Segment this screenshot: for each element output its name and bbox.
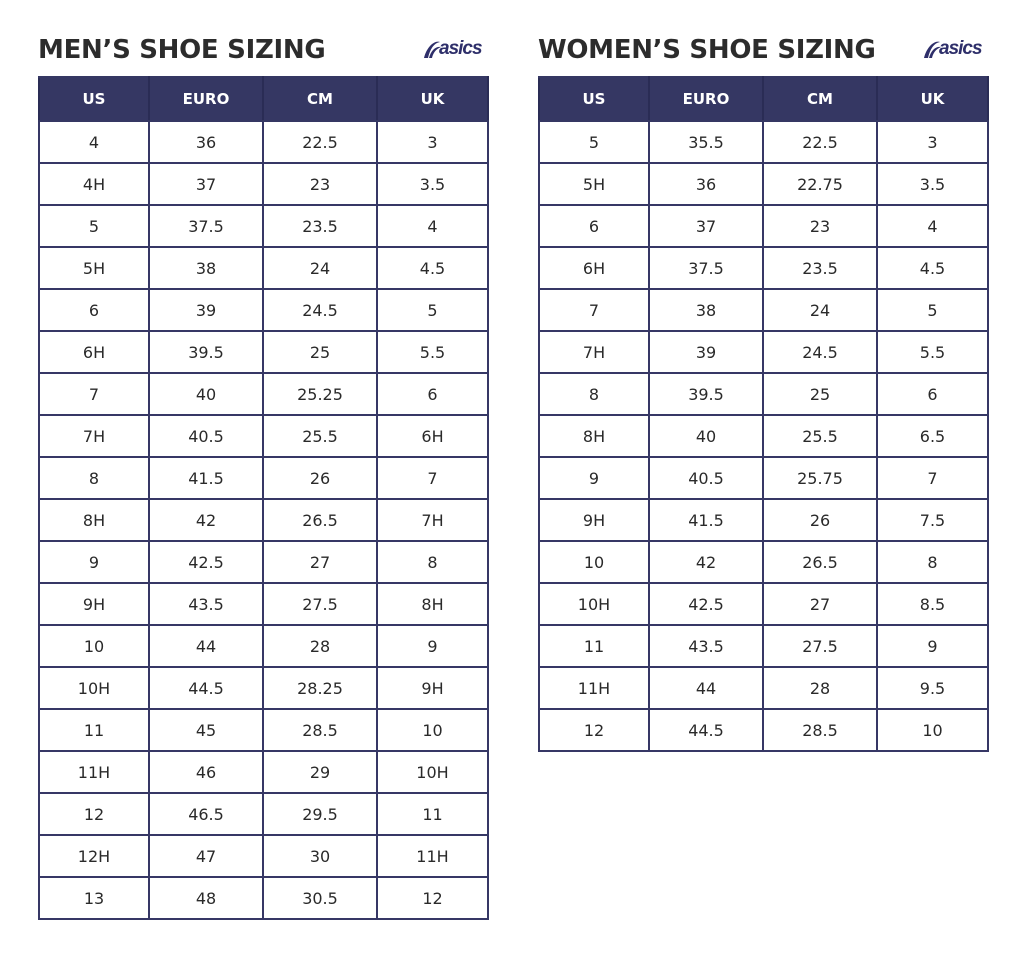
size-cell-uk: 8.5 — [877, 583, 988, 625]
size-cell-uk: 10 — [877, 709, 988, 751]
size-cell-us: 10H — [539, 583, 649, 625]
column-header-uk: UK — [877, 77, 988, 121]
table-row — [39, 835, 488, 877]
size-cell-euro: 44.5 — [649, 709, 763, 751]
table-row — [539, 331, 988, 373]
size-cell-cm: 23 — [763, 205, 877, 247]
size-cell-cm: 24.5 — [263, 289, 377, 331]
mens-size-table — [38, 76, 489, 920]
size-cell-euro: 48 — [149, 877, 263, 919]
size-cell-uk: 3 — [377, 121, 488, 163]
size-cell-us: 8 — [539, 373, 649, 415]
size-cell-uk: 8H — [377, 583, 488, 625]
table-row — [39, 247, 488, 289]
size-cell-us: 10 — [39, 625, 149, 667]
size-cell-us: 9 — [39, 541, 149, 583]
table-row — [539, 499, 988, 541]
size-cell-cm: 25.75 — [763, 457, 877, 499]
size-cell-us: 11H — [539, 667, 649, 709]
size-cell-uk: 4 — [877, 205, 988, 247]
size-cell-uk: 7.5 — [877, 499, 988, 541]
size-cell-cm: 29 — [263, 751, 377, 793]
size-cell-cm: 28.25 — [263, 667, 377, 709]
size-cell-uk: 6 — [877, 373, 988, 415]
size-cell-cm: 27 — [763, 583, 877, 625]
size-cell-us: 11 — [39, 709, 149, 751]
table-row — [539, 457, 988, 499]
size-cell-cm: 25 — [263, 331, 377, 373]
size-cell-us: 8H — [39, 499, 149, 541]
size-cell-us: 6 — [39, 289, 149, 331]
table-row — [539, 625, 988, 667]
size-cell-cm: 22.5 — [763, 121, 877, 163]
size-cell-us: 5H — [39, 247, 149, 289]
size-cell-euro: 44 — [149, 625, 263, 667]
size-cell-us: 10 — [539, 541, 649, 583]
size-cell-cm: 30 — [263, 835, 377, 877]
size-cell-cm: 25 — [763, 373, 877, 415]
size-cell-us: 6H — [539, 247, 649, 289]
size-cell-cm: 22.5 — [263, 121, 377, 163]
size-cell-euro: 36 — [149, 121, 263, 163]
table-row — [39, 499, 488, 541]
size-cell-euro: 39 — [649, 331, 763, 373]
size-cell-us: 4 — [39, 121, 149, 163]
size-cell-us: 4H — [39, 163, 149, 205]
column-header-euro: EURO — [649, 77, 763, 121]
table-row — [539, 541, 988, 583]
size-cell-euro: 43.5 — [149, 583, 263, 625]
size-cell-euro: 46.5 — [149, 793, 263, 835]
table-row — [39, 583, 488, 625]
size-cell-cm: 27 — [263, 541, 377, 583]
size-cell-uk: 8 — [377, 541, 488, 583]
size-cell-cm: 29.5 — [263, 793, 377, 835]
size-cell-us: 7 — [539, 289, 649, 331]
size-cell-euro: 39.5 — [649, 373, 763, 415]
size-cell-cm: 24.5 — [763, 331, 877, 373]
table-row — [39, 457, 488, 499]
table-row — [39, 373, 488, 415]
size-cell-uk: 7 — [377, 457, 488, 499]
column-header-euro: EURO — [149, 77, 263, 121]
size-cell-us: 12 — [39, 793, 149, 835]
size-cell-cm: 26.5 — [263, 499, 377, 541]
size-cell-euro: 39 — [149, 289, 263, 331]
size-cell-euro: 37 — [649, 205, 763, 247]
table-row — [39, 541, 488, 583]
size-cell-euro: 45 — [149, 709, 263, 751]
size-cell-cm: 24 — [263, 247, 377, 289]
size-cell-uk: 3.5 — [377, 163, 488, 205]
table-row — [539, 205, 988, 247]
table-row — [39, 793, 488, 835]
size-cell-euro: 41.5 — [649, 499, 763, 541]
size-cell-uk: 10H — [377, 751, 488, 793]
size-cell-us: 5 — [539, 121, 649, 163]
size-cell-uk: 3 — [877, 121, 988, 163]
table-row — [539, 373, 988, 415]
size-cell-cm: 23.5 — [763, 247, 877, 289]
table-row — [39, 751, 488, 793]
column-header-us: US — [39, 77, 149, 121]
size-cell-us: 9 — [539, 457, 649, 499]
size-cell-euro: 38 — [649, 289, 763, 331]
asics-logo-text: asics — [439, 38, 482, 59]
size-cell-cm: 27.5 — [263, 583, 377, 625]
asics-logo-text: asics — [939, 38, 982, 59]
size-cell-euro: 42.5 — [149, 541, 263, 583]
size-cell-cm: 27.5 — [763, 625, 877, 667]
size-cell-us: 5H — [539, 163, 649, 205]
size-cell-uk: 5.5 — [877, 331, 988, 373]
size-cell-uk: 4.5 — [877, 247, 988, 289]
size-cell-us: 5 — [39, 205, 149, 247]
size-cell-euro: 39.5 — [149, 331, 263, 373]
size-cell-cm: 24 — [763, 289, 877, 331]
womens-title: WOMEN’S SHOE SIZING — [538, 35, 876, 65]
table-row — [539, 121, 988, 163]
size-cell-uk: 7H — [377, 499, 488, 541]
table-row — [39, 331, 488, 373]
column-header-us: US — [539, 77, 649, 121]
size-cell-cm: 28.5 — [263, 709, 377, 751]
size-cell-cm: 22.75 — [763, 163, 877, 205]
table-row — [39, 415, 488, 457]
size-cell-euro: 37 — [149, 163, 263, 205]
size-cell-us: 9H — [39, 583, 149, 625]
size-cell-uk: 3.5 — [877, 163, 988, 205]
table-row — [539, 709, 988, 751]
table-row — [539, 583, 988, 625]
size-cell-euro: 42 — [649, 541, 763, 583]
size-cell-cm: 26.5 — [763, 541, 877, 583]
table-row — [39, 877, 488, 919]
column-header-cm: CM — [263, 77, 377, 121]
table-row — [39, 289, 488, 331]
size-cell-uk: 7 — [877, 457, 988, 499]
table-row — [539, 247, 988, 289]
size-cell-us: 6H — [39, 331, 149, 373]
size-cell-cm: 28 — [263, 625, 377, 667]
size-cell-uk: 12 — [377, 877, 488, 919]
size-cell-us: 6 — [539, 205, 649, 247]
size-cell-us: 13 — [39, 877, 149, 919]
size-cell-us: 12H — [39, 835, 149, 877]
size-cell-uk: 8 — [877, 541, 988, 583]
size-cell-cm: 25.5 — [763, 415, 877, 457]
size-cell-us: 11 — [539, 625, 649, 667]
size-cell-euro: 44 — [649, 667, 763, 709]
size-cell-uk: 6.5 — [877, 415, 988, 457]
womens-size-table — [538, 76, 989, 752]
size-cell-euro: 36 — [649, 163, 763, 205]
size-cell-uk: 4 — [377, 205, 488, 247]
size-cell-cm: 28.5 — [763, 709, 877, 751]
mens-title: MEN’S SHOE SIZING — [38, 35, 326, 65]
size-cell-uk: 11H — [377, 835, 488, 877]
size-cell-uk: 9 — [877, 625, 988, 667]
size-cell-euro: 42.5 — [649, 583, 763, 625]
size-cell-us: 9H — [539, 499, 649, 541]
table-row — [539, 289, 988, 331]
table-row — [39, 667, 488, 709]
size-cell-us: 7 — [39, 373, 149, 415]
size-cell-euro: 41.5 — [149, 457, 263, 499]
table-row — [539, 163, 988, 205]
size-cell-euro: 44.5 — [149, 667, 263, 709]
size-cell-cm: 25.25 — [263, 373, 377, 415]
size-cell-euro: 42 — [149, 499, 263, 541]
size-cell-uk: 6H — [377, 415, 488, 457]
size-cell-euro: 38 — [149, 247, 263, 289]
size-cell-cm: 26 — [263, 457, 377, 499]
size-cell-cm: 25.5 — [263, 415, 377, 457]
size-cell-us: 10H — [39, 667, 149, 709]
womens-table-header — [539, 77, 988, 121]
size-cell-us: 12 — [539, 709, 649, 751]
size-cell-euro: 40.5 — [149, 415, 263, 457]
size-cell-cm: 26 — [763, 499, 877, 541]
size-cell-uk: 4.5 — [377, 247, 488, 289]
size-cell-uk: 9 — [377, 625, 488, 667]
size-cell-euro: 40 — [649, 415, 763, 457]
size-cell-uk: 6 — [377, 373, 488, 415]
table-row — [39, 121, 488, 163]
size-cell-uk: 5 — [877, 289, 988, 331]
table-row — [539, 667, 988, 709]
column-header-uk: UK — [377, 77, 488, 121]
column-header-cm: CM — [763, 77, 877, 121]
size-cell-uk: 9.5 — [877, 667, 988, 709]
size-cell-us: 7H — [39, 415, 149, 457]
table-row — [539, 415, 988, 457]
size-cell-euro: 37.5 — [649, 247, 763, 289]
size-cell-cm: 28 — [763, 667, 877, 709]
size-cell-uk: 11 — [377, 793, 488, 835]
size-cell-us: 8 — [39, 457, 149, 499]
table-row — [39, 163, 488, 205]
size-cell-euro: 40 — [149, 373, 263, 415]
size-cell-uk: 10 — [377, 709, 488, 751]
table-row — [39, 205, 488, 247]
size-cell-euro: 46 — [149, 751, 263, 793]
size-cell-uk: 5.5 — [377, 331, 488, 373]
size-cell-euro: 37.5 — [149, 205, 263, 247]
size-cell-euro: 43.5 — [649, 625, 763, 667]
size-cell-euro: 35.5 — [649, 121, 763, 163]
size-cell-uk: 9H — [377, 667, 488, 709]
size-cell-euro: 47 — [149, 835, 263, 877]
size-cell-us: 8H — [539, 415, 649, 457]
size-cell-cm: 23 — [263, 163, 377, 205]
table-row — [39, 625, 488, 667]
size-cell-euro: 40.5 — [649, 457, 763, 499]
size-cell-cm: 30.5 — [263, 877, 377, 919]
mens-table-header — [39, 77, 488, 121]
size-cell-us: 7H — [539, 331, 649, 373]
table-row — [39, 709, 488, 751]
size-cell-uk: 5 — [377, 289, 488, 331]
asics-logo — [421, 36, 487, 64]
asics-logo — [921, 36, 987, 64]
size-cell-cm: 23.5 — [263, 205, 377, 247]
size-cell-us: 11H — [39, 751, 149, 793]
